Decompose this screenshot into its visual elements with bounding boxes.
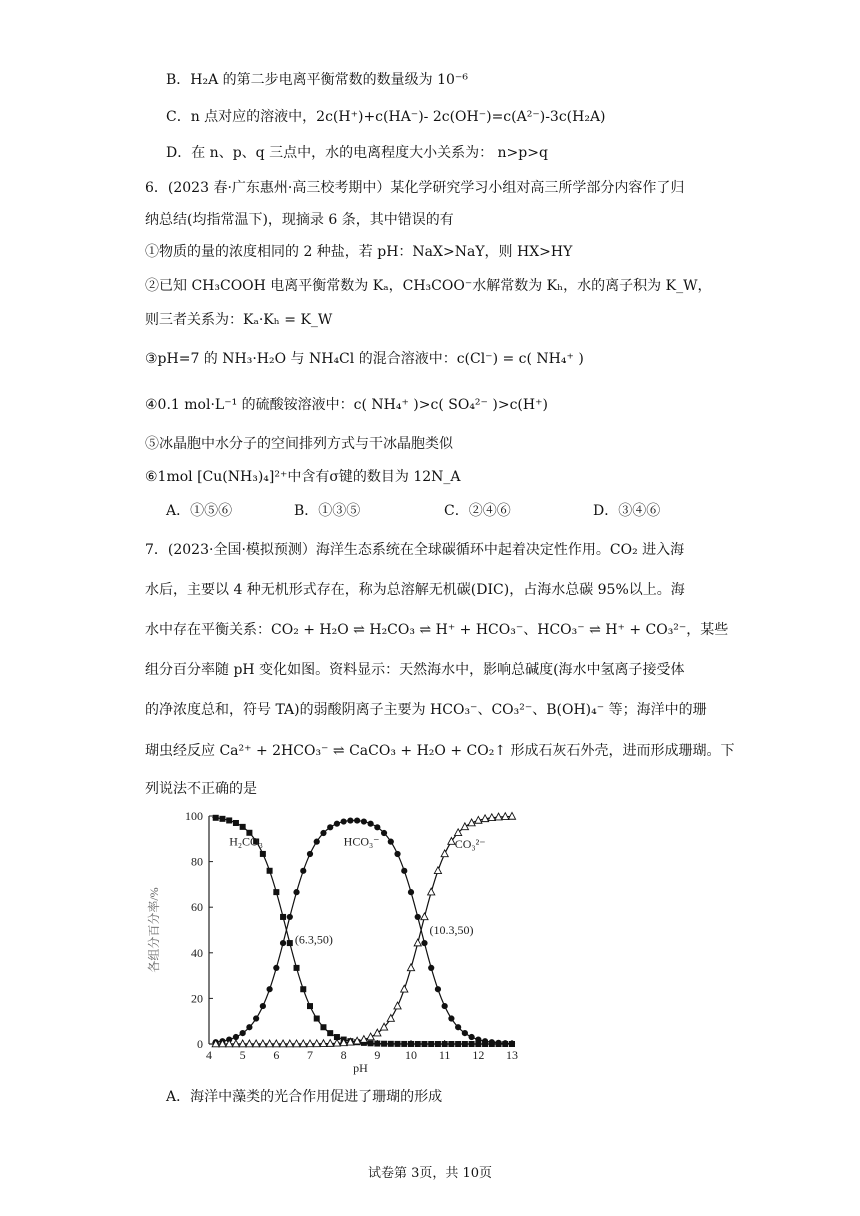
point-h2co3 [408,1041,414,1047]
y-tick-label: 60 [191,900,203,915]
x-tick-label: 7 [307,1048,313,1062]
point-co3 [387,1015,394,1022]
x-tick-label: 4 [206,1048,212,1062]
q7-line1: 7．(2023·全国·模拟预测）海洋生态系统在全球碳循环中起着决定性作用。CO₂ 进入海 [145,542,685,558]
point-hco3 [509,1040,515,1046]
q6-option-a: A．①⑤⑥ [166,503,233,519]
series-label-co3: CO₃²⁻ [454,836,486,851]
point-hco3 [253,1015,259,1021]
point-h2co3 [435,1041,441,1047]
q6-item-3: ③pH=7 的 NH₃·H₂O 与 NH₄Cl 的混合溶液中：c(Cl⁻) = c( NH₄⁺ ) [145,351,584,367]
point-h2co3 [462,1041,468,1047]
point-h2co3 [442,1041,448,1047]
q7-line6: 瑚虫经反应 Ca²⁺ + 2HCO₃⁻ ⇌ CaCO₃ + H₂O + CO₂↑ 形成石灰石外壳，进而形成珊瑚。下 [145,743,735,759]
point-hco3 [273,965,279,971]
y-tick-label: 40 [191,945,203,960]
point-hco3 [347,817,353,823]
q6-item-6: ⑥1mol [Cu(NH₃)₄]²⁺中含有σ键的数目为 12N_A [145,469,461,485]
y-axis-label: 各组分百分率/% [147,887,161,973]
point-h2co3 [260,851,266,857]
point-co3 [232,1040,239,1047]
point-h2co3 [421,1041,427,1047]
point-co3 [461,823,468,830]
y-tick-label: 80 [191,854,203,869]
point-h2co3 [428,1041,434,1047]
point-hco3 [475,1036,481,1042]
q5-option-c: C．n 点对应的溶液中，2c(H⁺)+c(HA⁻)- 2c(OH⁻)=c(A²⁻)-3c(H₂A) [166,109,606,125]
q5-option-d: D．在 n、p、q 三点中，水的电离程度大小关系为： n>p>q [166,145,548,161]
point-hco3 [354,817,360,823]
y-tick-label: 0 [197,1037,203,1051]
q7-line7: 列说法不正确的是 [145,781,257,797]
point-hco3 [314,839,320,845]
point-h2co3 [287,940,293,946]
point-hco3 [320,830,326,836]
point-hco3 [442,1003,448,1009]
point-h2co3 [280,914,286,920]
point-hco3 [334,821,340,827]
point-h2co3 [233,820,239,826]
point-co3 [414,939,421,946]
series-label-h2co3: H₂CO₃ [229,834,263,849]
point-h2co3 [294,965,300,971]
point-hco3 [293,889,299,895]
q6-item-1: ①物质的量的浓度相同的 2 种盐，若 pH：NaX>NaY，则 HX>HY [145,244,573,260]
series-label-hco3: HCO₃⁻ [343,834,380,849]
point-co3 [266,1040,273,1047]
point-hco3 [421,940,427,946]
x-axis-label: pH [353,1061,368,1075]
point-co3 [246,1040,253,1047]
x-tick-label: 5 [239,1048,246,1062]
point-h2co3 [395,1041,401,1047]
x-tick-label: 8 [340,1048,347,1062]
y-tick-label: 100 [185,809,203,823]
point-h2co3 [273,889,279,895]
point-co3 [441,850,448,857]
point-h2co3 [307,1003,313,1009]
point-hco3 [489,1039,495,1045]
point-hco3 [408,889,414,895]
species-distribution-chart [140,808,700,1078]
q7-line2: 水后，主要以 4 种无机形式存在，称为总溶解无机碳(DIC)，占海水总碳 95%以上。海 [145,582,685,598]
point-h2co3 [448,1041,454,1047]
point-hco3 [394,851,400,857]
point-co3 [239,1040,246,1047]
point-h2co3 [320,1024,326,1030]
point-h2co3 [388,1041,394,1047]
point-co3 [401,985,408,992]
point-hco3 [428,965,434,971]
point-hco3 [280,940,286,946]
point-hco3 [260,1003,266,1009]
point-hco3 [307,851,313,857]
point-co3 [374,1029,381,1036]
point-hco3 [240,1030,246,1036]
point-h2co3 [401,1041,407,1047]
point-hco3 [246,1024,252,1030]
point-hco3 [287,914,293,920]
point-co3 [259,1040,266,1047]
point-h2co3 [267,868,273,874]
q7-line5: 的净浓度总和，符号 TA)的弱酸阴离子主要为 HCO₃⁻、CO₃²⁻、B(OH)₄⁻ 等；海洋中的珊 [145,702,707,718]
point-h2co3 [415,1041,421,1047]
q7-option-a: A．海洋中藻类的光合作用促进了珊瑚的形成 [166,1089,443,1105]
x-tick-label: 10 [405,1048,417,1062]
point-hco3 [300,868,306,874]
q6-option-c: C．②④⑥ [444,503,511,519]
x-tick-label: 6 [273,1048,280,1062]
point-co3 [253,1040,260,1047]
point-co3 [394,1002,401,1009]
point-hco3 [374,824,380,830]
q6-stem-line1: 6．(2023 春·广东惠州·高三校考期中）某化学研究学习小组对高三所学部分内容作了归 [145,180,685,196]
q6-stem-line2: 纳总结(均指常温下)，现摘录 6 条，其中错误的有 [145,212,454,228]
point-co3 [407,964,414,971]
point-h2co3 [327,1030,333,1036]
q6-option-b: B．①③⑤ [294,503,361,519]
point-co3 [434,867,441,874]
point-h2co3 [219,816,225,822]
x-tick-label: 12 [472,1048,485,1062]
point-co3 [428,888,435,895]
point-hco3 [462,1030,468,1036]
point-hco3 [381,830,387,836]
q6-item-2a: ②已知 CH₃COOH 电离平衡常数为 Kₐ，CH₃COO⁻水解常数为 Kₕ，水的离子积为 K_W， [145,278,712,294]
point-hco3 [388,839,394,845]
q6-item-4: ④0.1 mol·L⁻¹ 的硫酸铵溶液中：c( NH₄⁺ )>c( SO₄²⁻ )>c(H⁺) [145,397,548,413]
point-hco3 [502,1040,508,1046]
point-h2co3 [314,1016,320,1022]
point-co3 [508,812,515,819]
point-h2co3 [300,986,306,992]
point-hco3 [267,986,273,992]
point-hco3 [482,1038,488,1044]
point-h2co3 [213,815,219,821]
point-hco3 [455,1024,461,1030]
point-h2co3 [381,1041,387,1047]
point-h2co3 [469,1041,475,1047]
annotation-6-3: (6.3,50) [294,932,333,947]
q5-option-b: B．H₂A 的第二步电离平衡常数的数量级为 10⁻⁶ [166,72,468,88]
q7-line4: 组分百分率随 pH 变化如图。资料显示：天然海水中，影响总碱度(海水中氢离子接受体 [145,662,685,678]
point-hco3 [469,1034,475,1040]
point-h2co3 [226,817,232,823]
point-hco3 [327,824,333,830]
x-tick-label: 9 [374,1048,381,1062]
y-tick-label: 20 [191,991,203,1006]
point-hco3 [341,818,347,824]
point-hco3 [361,818,367,824]
point-hco3 [448,1015,454,1021]
point-h2co3 [368,1040,374,1046]
page-footer: 试卷第 3页，共 10页 [367,1166,493,1181]
q6-item-5: ⑤冰晶胞中水分子的空间排列方式与干冰晶胞类似 [145,436,453,452]
point-hco3 [401,868,407,874]
point-hco3 [495,1040,501,1046]
point-h2co3 [374,1041,380,1047]
point-co3 [421,913,428,920]
q7-line3: 水中存在平衡关系：CO₂ + H₂O ⇌ H₂CO₃ ⇌ H⁺ + HCO₃⁻、HCO₃⁻ ⇌ H⁺ + CO₃²⁻，某些 [145,622,729,638]
x-tick-label: 13 [506,1048,518,1062]
q6-item-2b: 则三者关系为：Kₐ·Kₕ = K_W [145,312,333,328]
q6-option-d: D．③④⑥ [593,503,661,519]
point-h2co3 [455,1041,461,1047]
point-hco3 [415,914,421,920]
point-h2co3 [240,824,246,830]
annotation-10-3: (10.3,50) [429,923,474,937]
x-tick-label: 11 [438,1048,451,1062]
point-hco3 [368,821,374,827]
point-hco3 [435,986,441,992]
